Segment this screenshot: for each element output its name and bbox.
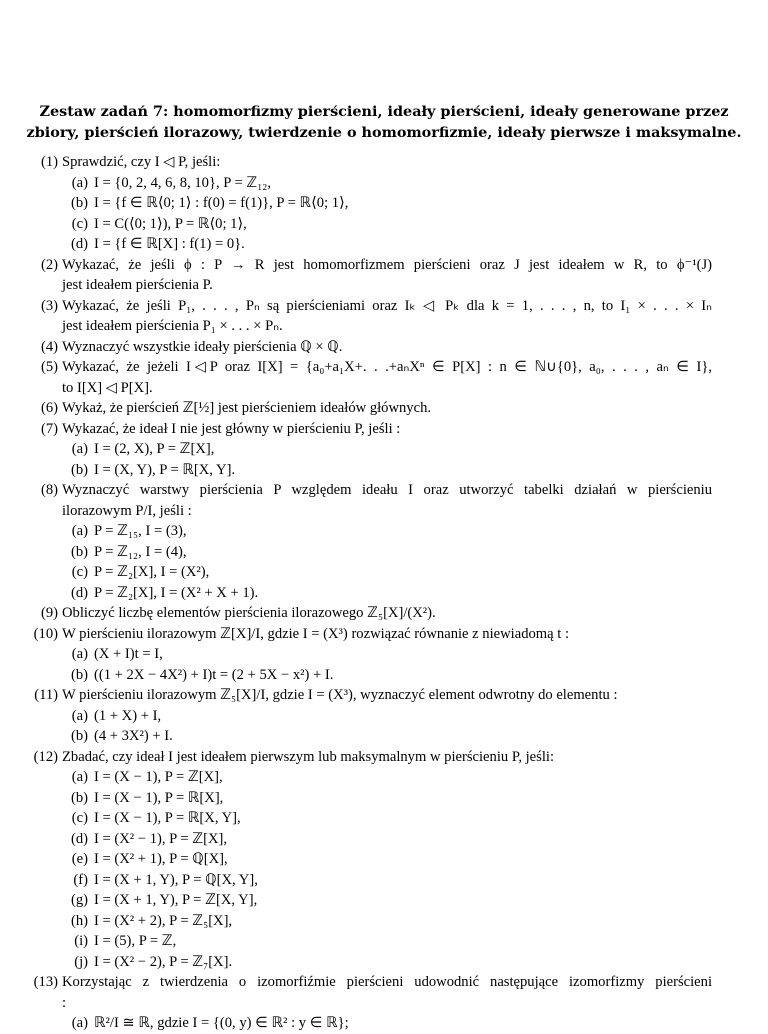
subproblem <box>62 890 257 911</box>
subproblem <box>62 931 176 952</box>
subproblem-label: (j) <box>74 953 88 970</box>
problem-number: (7) <box>40 420 58 437</box>
problem-number: (13) <box>33 974 58 990</box>
subproblem <box>62 460 235 481</box>
subproblem-item <box>0 193 768 214</box>
problem-item <box>0 296 768 317</box>
subproblem-label: (b) <box>70 666 88 683</box>
subproblem-text: I = (X² − 1), P = ℤ[X], <box>94 830 228 847</box>
problem-item <box>0 255 768 276</box>
subproblem-label: (a) <box>71 769 88 785</box>
subproblem <box>62 665 333 686</box>
subproblem-text: ((1 + 2X − 4X²) + I)t = (2 + 5X − x²) + I. <box>94 666 334 683</box>
subproblem-text: I = (5), P = ℤ, <box>94 933 177 949</box>
subproblem-item <box>0 931 768 952</box>
problem-text: Wykazać, że ideał I nie jest główny w pierścieniu P, jeśli : <box>62 420 401 437</box>
subproblem <box>62 644 163 665</box>
problem-text: Wykazać, że jeśli ϕ : P → R jest homomorfizmem pierścieni oraz J jest ideałem w R, to ϕ⁻¹(J) <box>62 256 712 273</box>
subproblem-item <box>0 583 768 604</box>
problem-number: (3) <box>40 297 58 314</box>
problem-text: Obliczyć liczbę elementów pierścienia ilorazowego ℤ₅[X]/(X²). <box>62 605 436 621</box>
subproblem <box>62 726 173 747</box>
problem-continuation <box>0 275 768 296</box>
subproblem-label: (e) <box>71 851 88 867</box>
subproblem-label: (g) <box>70 892 88 908</box>
problem-number: (11) <box>34 687 58 703</box>
problem-list <box>0 152 768 1034</box>
subproblem-text: I = (X² − 2), P = ℤ₇[X]. <box>94 953 233 970</box>
subproblem-label: (b) <box>70 789 88 806</box>
subproblem-item <box>0 706 768 727</box>
subproblem <box>62 911 232 932</box>
subproblem-text: I = C(⟨0; 1⟩), P = ℝ⟨0; 1⟩, <box>94 215 247 232</box>
problem-item <box>0 624 768 645</box>
problem-item <box>0 398 768 419</box>
subproblem <box>62 706 161 727</box>
subproblem-text: I = (X² + 2), P = ℤ₅[X], <box>94 912 233 929</box>
problem-text: Wykazać, że jeśli P₁, . . . , Pₙ są pierścieniami oraz Iₖ ◁ Pₖ dla k = 1, . . . , n, to I₁ × . . . × Iₙ <box>62 297 712 314</box>
subproblem-item <box>0 726 768 747</box>
subproblem <box>62 234 245 255</box>
problem-item <box>0 747 768 768</box>
subproblem <box>62 214 247 235</box>
subproblem-label: (b) <box>70 543 88 560</box>
subproblem-text: I = (X² + 1), P = ℚ[X], <box>94 851 228 867</box>
subproblem-label: (a) <box>71 441 88 457</box>
problem-text: Korzystając z twierdzenia o izomorfiźmie pierścieni udowodnić następujące izomorfizmy pierścieni <box>62 974 712 990</box>
subproblem-item <box>0 214 768 235</box>
problem-text: W pierścieniu ilorazowym ℤ₅[X]/I, gdzie I = (X³), wyznaczyć element odwrotny do elementu : <box>62 687 618 703</box>
problem-text-cont: ilorazowym P/I, jeśli : <box>62 502 192 519</box>
problem-continuation <box>0 378 768 399</box>
subproblem-item <box>0 808 768 829</box>
subproblem-text: P = ℤ₂[X], I = (X²), <box>94 564 210 580</box>
subproblem <box>62 788 223 809</box>
subproblem-label: (b) <box>70 728 88 744</box>
subproblem <box>62 173 271 194</box>
subproblem-label: (b) <box>70 461 88 478</box>
subproblem <box>62 1013 349 1034</box>
subproblem-label: (d) <box>70 584 88 601</box>
subproblem <box>62 583 258 604</box>
subproblem-text: ℝ²/I ≅ ℝ, gdzie I = {(0, y) ∈ ℝ² : y ∈ ℝ}; <box>94 1015 349 1031</box>
subproblem-item <box>0 665 768 686</box>
title-line-2: zbiory, pierścień ilorazowy, twierdzenie o homomorfizmie, ideały pierwsze i maksymalne. <box>26 124 742 141</box>
subproblem-text: (1 + X) + I, <box>94 707 162 724</box>
subproblem-item <box>0 952 768 973</box>
problem-number: (2) <box>40 256 58 273</box>
subproblem-item <box>0 234 768 255</box>
problem-number: (6) <box>40 400 58 416</box>
subproblem-text: I = (X − 1), P = ℝ[X, Y], <box>94 810 241 826</box>
problem-continuation <box>0 993 768 1014</box>
problem-number: (12) <box>33 748 58 765</box>
subproblem-text: (X + I)t = I, <box>94 646 163 662</box>
subproblem-label: (a) <box>71 707 88 724</box>
problem-text: Sprawdzić, czy I ◁ P, jeśli: <box>62 154 221 170</box>
problem-number: (9) <box>40 605 58 621</box>
subproblem-item <box>0 439 768 460</box>
subproblem-label: (c) <box>71 810 88 826</box>
subproblem-text: I = (X − 1), P = ℝ[X], <box>94 789 224 806</box>
problem-text-cont: to I[X] ◁ P[X]. <box>62 379 153 396</box>
subproblem-label: (a) <box>71 174 88 191</box>
subproblem-item <box>0 542 768 563</box>
subproblem-item <box>0 562 768 583</box>
subproblem-item <box>0 173 768 194</box>
subproblem-item <box>0 890 768 911</box>
problem-continuation <box>0 501 768 522</box>
subproblem <box>62 562 209 583</box>
subproblem <box>62 829 227 850</box>
subproblem-label: (a) <box>71 646 88 662</box>
problem-text: Wykazać, że jeżeli I◁P oraz I[X] = {a₀+a₁X+. . .+aₙXⁿ ∈ P[X] : n ∈ ℕ∪{0}, a₀, . . . , aₙ ∈ I}, <box>62 359 712 375</box>
problem-text-cont: jest ideałem pierścienia P₁ × . . . × Pₙ. <box>62 318 283 334</box>
subproblem-text: I = (X − 1), P = ℤ[X], <box>94 769 223 785</box>
problem-number: (8) <box>40 482 58 498</box>
subproblem <box>62 767 223 788</box>
problem-number: (1) <box>40 154 58 170</box>
problem-item <box>0 419 768 440</box>
problem-item <box>0 685 768 706</box>
subproblem-item <box>0 521 768 542</box>
subproblem <box>62 952 232 973</box>
subproblem-text: I = {0, 2, 4, 6, 8, 10}, P = ℤ₁₂, <box>94 174 272 191</box>
subproblem-text: I = {f ∈ ℝ[X] : f(1) = 0}. <box>94 236 245 252</box>
subproblem <box>62 439 214 460</box>
subproblem-label: (c) <box>71 564 88 580</box>
subproblem <box>62 542 187 563</box>
subproblem-text: I = {f ∈ ℝ⟨0; 1⟩ : f(0) = f(1)}, P = ℝ⟨0; 1⟩, <box>94 195 349 211</box>
subproblem <box>62 870 258 891</box>
subproblem-text: I = (X + 1, Y), P = ℤ[X, Y], <box>94 892 258 908</box>
subproblem <box>62 193 348 214</box>
subproblem-item <box>0 788 768 809</box>
problem-item <box>0 603 768 624</box>
problem-item <box>0 152 768 173</box>
problem-item <box>0 337 768 358</box>
subproblem-item <box>0 829 768 850</box>
subproblem-text: P = ℤ₂[X], I = (X² + X + 1). <box>94 584 259 601</box>
subproblem-label: (a) <box>71 1015 88 1031</box>
subproblem <box>62 521 187 542</box>
problem-number: (10) <box>33 625 58 642</box>
subproblem-item <box>0 1013 768 1034</box>
subproblem-text: I = (X + 1, Y), P = ℚ[X, Y], <box>94 871 258 888</box>
subproblem-item <box>0 460 768 481</box>
problem-text: Wyznaczyć wszystkie ideały pierścienia ℚ × ℚ. <box>62 338 343 355</box>
subproblem-item <box>0 644 768 665</box>
subproblem-label: (c) <box>71 215 88 232</box>
problem-text: W pierścieniu ilorazowym ℤ[X]/I, gdzie I = (X³) rozwiązać równanie z niewiadomą t : <box>62 625 570 642</box>
subproblem-label: (d) <box>70 830 88 847</box>
subproblem-text: (4 + 3X²) + I. <box>94 728 173 744</box>
subproblem-label: (a) <box>71 523 88 539</box>
subproblem-item <box>0 849 768 870</box>
subproblem-text: I = (2, X), P = ℤ[X], <box>94 441 215 457</box>
subproblem-text: P = ℤ₁₅, I = (3), <box>94 523 187 539</box>
problem-text-cont: jest ideałem pierścienia P. <box>62 277 213 293</box>
problem-item <box>0 480 768 501</box>
subproblem-label: (d) <box>70 236 88 252</box>
subproblem-text: I = (X, Y), P = ℝ[X, Y]. <box>94 461 236 478</box>
problem-text: Wykaż, że pierścień ℤ[½] jest pierścieniem ideałów głównych. <box>62 400 432 416</box>
problem-text: Wyznaczyć warstwy pierścienia P względem ideału I oraz utworzyć tabelki działań w pierścieniu <box>62 482 712 498</box>
subproblem-text: P = ℤ₁₂, I = (4), <box>94 543 187 560</box>
problem-item <box>0 357 768 378</box>
subproblem <box>62 808 241 829</box>
subproblem-label: (f) <box>73 871 88 888</box>
page-title <box>20 101 748 143</box>
subproblem-item <box>0 767 768 788</box>
problem-number: (5) <box>40 359 58 375</box>
subproblem-label: (h) <box>70 912 88 929</box>
problem-number: (4) <box>40 338 58 355</box>
title-line-1: Zestaw zadań 7: homomorfizmy pierścieni, ideały pierścieni, ideały generowane przez <box>39 103 729 120</box>
subproblem-item <box>0 911 768 932</box>
subproblem-item <box>0 870 768 891</box>
subproblem-label: (i) <box>74 933 88 949</box>
problem-item <box>0 972 768 993</box>
problem-continuation <box>0 316 768 337</box>
subproblem-label: (b) <box>70 195 88 211</box>
subproblem <box>62 849 228 870</box>
problem-text: Zbadać, czy ideał I jest ideałem pierwszym lub maksymalnym w pierścieniu P, jeśli: <box>62 748 554 765</box>
problem-text-cont: : <box>62 994 67 1011</box>
